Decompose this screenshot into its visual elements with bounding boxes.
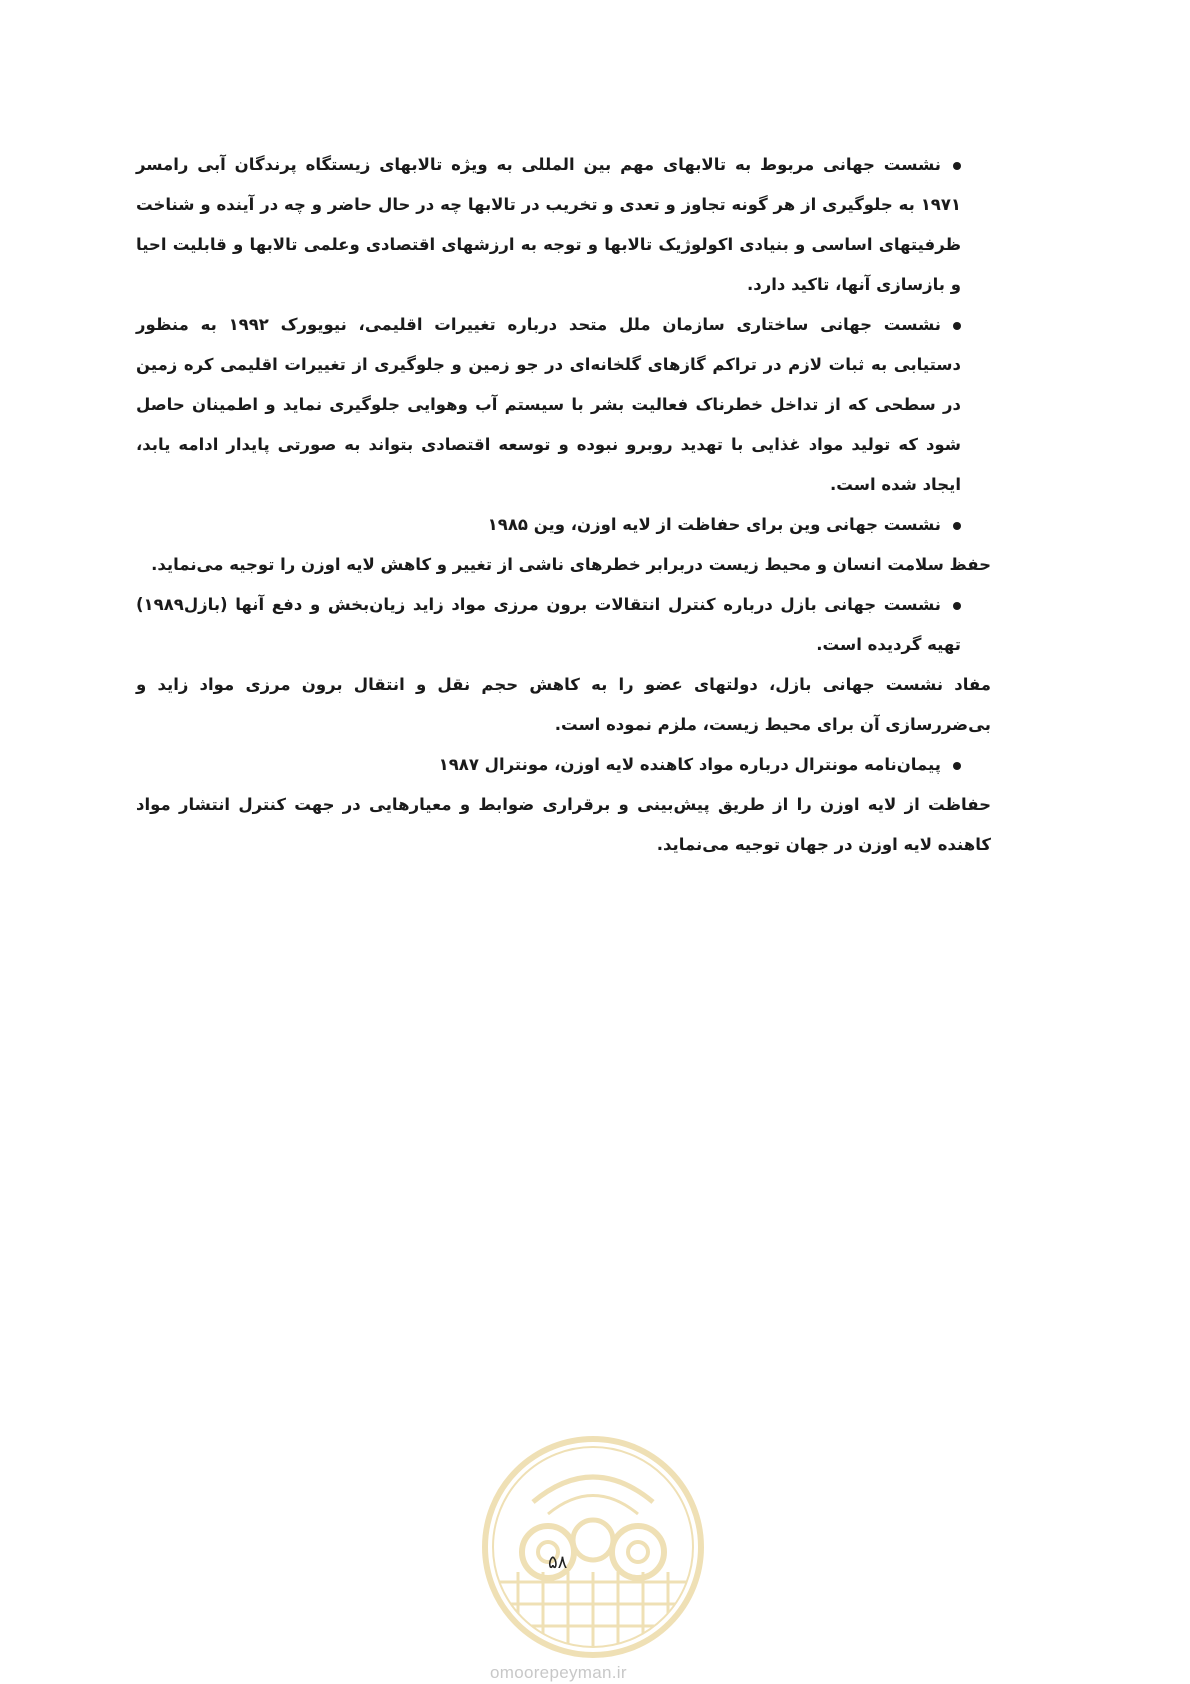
paragraph-vienna-detail — [136, 545, 991, 585]
bullet-icon — [953, 522, 961, 530]
paragraph-text: حفظ سلامت انسان و محیط زیست دربرابر خطرهای ناشی از تغییر و کاهش لایه اوزن را توجیه می‌نماید. — [151, 555, 991, 574]
paragraph-text: مفاد نشست جهانی بازل، دولتهای عضو را به کاهش حجم نقل و انتقال برون مرزی مواد زاید و بی‌ضررسازی آن برای محیط زیست، ملزم نموده است. — [136, 675, 991, 734]
paragraph-vienna — [136, 505, 991, 545]
paragraph-montreal — [136, 745, 991, 785]
paragraph-climate-change — [136, 305, 991, 505]
paragraph-basel — [136, 585, 991, 665]
paragraph-montreal-detail — [136, 785, 991, 865]
paragraph-text: نشست جهانی بازل درباره کنترل انتقالات برون مرزی مواد زاید زیان‌بخش و دفع آنها (بازل۱۹۸۹) تهیه گردیده است. — [136, 595, 961, 654]
paragraph-text: پیمان‌نامه مونترال درباره مواد کاهنده لایه اوزن، مونترال ۱۹۸۷ — [438, 755, 941, 774]
bullet-icon — [953, 162, 961, 170]
site-watermark: omoorepeyman.ir — [490, 1663, 627, 1682]
page-number: ۵۸ — [548, 1552, 568, 1573]
paragraph-text: نشست جهانی ساختاری سازمان ملل متحد درباره تغییرات اقلیمی، نیویورک ۱۹۹۲ به منظور دستیابی به ثبات لازم در تراکم گازهای گلخانه‌ای در جو زمین و جلوگیری از تغییرات اقلیمی کره زمین در سطحی که از تداخل خطرناک فعالیت بشر با سیستم آب وهوایی جلوگیری نماید و اطمینان حاصل شود که تولید مواد غذایی با تهدید روبرو نبوده و توسعه اقتصادی بتواند به صورتی پایدار ادامه یابد، ایجاد شده است. — [136, 315, 961, 494]
watermark-logo — [478, 1432, 708, 1662]
paragraph-text: حفاظت از لایه اوزن را از طریق پیش‌بینی و برقراری ضوابط و معیارهایی در جهت کنترل انتشار مواد کاهنده لایه اوزن در جهان توجیه می‌نماید. — [136, 795, 991, 854]
bullet-icon — [953, 322, 961, 330]
paragraph-basel-detail — [136, 665, 991, 745]
bullet-icon — [953, 762, 961, 770]
bullet-icon — [953, 602, 961, 610]
paragraph-ramsar — [136, 145, 991, 305]
paragraph-text: نشست جهانی مربوط به تالابهای مهم بین المللی به ویژه تالابهای زیستگاه پرندگان آبی رامسر ۱۹۷۱ به جلوگیری از هر گونه تجاوز و تعدی و تخریب در تالابها چه در حال حاضر و چه در آینده و شناخت ظرفیتهای اساسی و بنیادی اکولوژیک تالابها و توجه به ارزشهای اقتصادی وعلمی تالابها و قابلیت احیا و بازسازی آنها، تاکید دارد. — [136, 155, 961, 294]
paragraph-text: نشست جهانی وین برای حفاظت از لایه اوزن، وین ۱۹۸۵ — [487, 515, 941, 534]
document-body — [136, 145, 991, 865]
